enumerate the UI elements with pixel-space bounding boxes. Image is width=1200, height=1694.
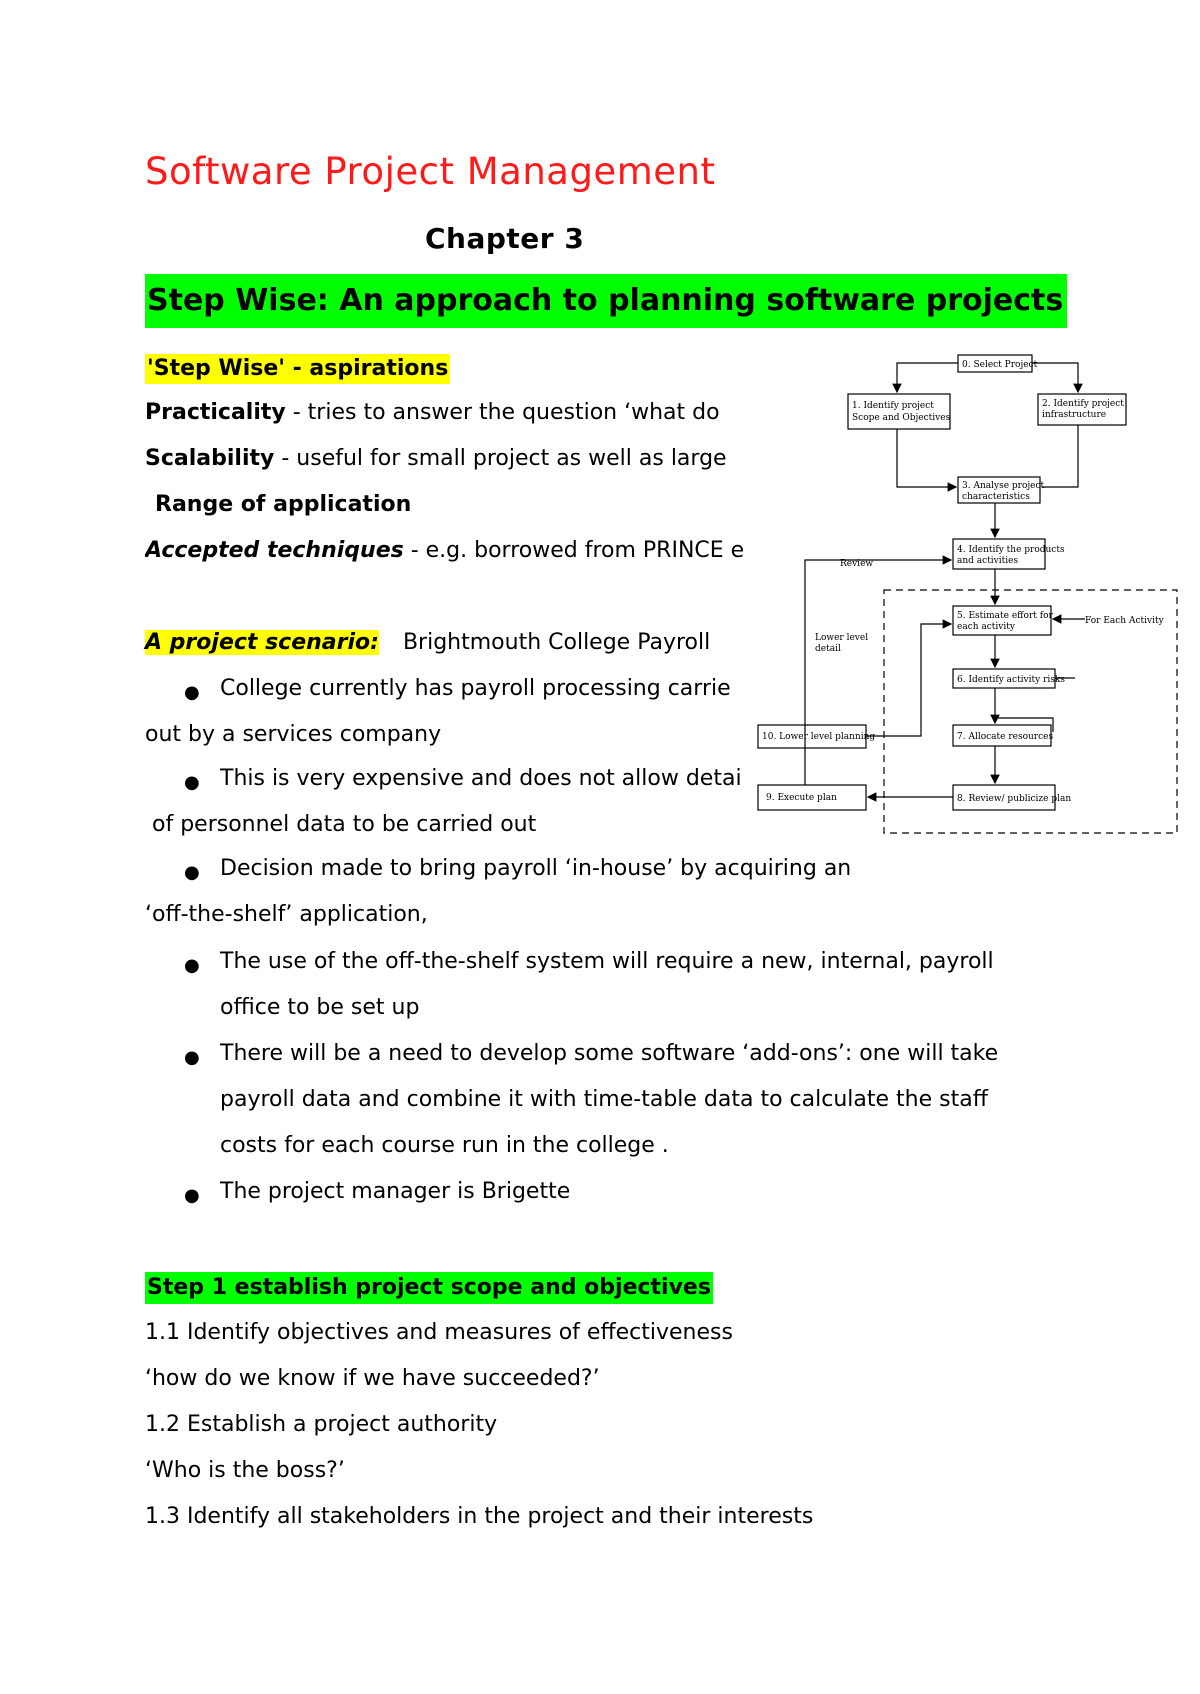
diagram-label: characteristics	[962, 492, 1030, 502]
scenario-bullet-4: The use of the off-the-shelf system will require a new, internal, payroll	[220, 949, 994, 974]
scenario-bullet-3: Decision made to bring payroll ‘in-house’ by acquiring an	[220, 856, 852, 881]
diagram-label: infrastructure	[1042, 410, 1107, 420]
diagram-label: 1. Identify project	[852, 401, 934, 411]
step1-item-2: 1.2 Establish a project authority	[145, 1412, 498, 1437]
diagram-label: 3. Analyse project	[962, 481, 1045, 491]
diagram-label: Review	[840, 559, 874, 569]
scenario-bullet-5: There will be a need to develop some software ‘add-ons’: one will take	[220, 1041, 999, 1066]
scenario-bullet-2-cont: of personnel data to be carried out	[152, 812, 537, 837]
diagram-label: 6. Identify activity risks	[957, 675, 1065, 685]
techniques-text: - e.g. borrowed from PRINCE e	[403, 538, 745, 563]
step1-item-1: 1.1 Identify objectives and measures of effectiveness	[145, 1320, 733, 1345]
scenario-bullet-4-cont: office to be set up	[220, 995, 420, 1020]
techniques-term: Accepted techniques	[145, 538, 404, 563]
bullet-icon: ●	[184, 1185, 200, 1206]
diagram-label: each activity	[957, 622, 1015, 632]
practicality-text: - tries to answer the question ‘what do	[285, 400, 720, 425]
diagram-label: and activities	[957, 556, 1019, 566]
diagram-label: 0. Select Project	[962, 360, 1038, 370]
scenario-bullet-2: This is very expensive and does not allow detai	[220, 766, 742, 791]
diagram-label: detail	[815, 644, 841, 654]
diagram-label: 7. Allocate resources	[957, 732, 1054, 742]
bullet-icon: ●	[184, 772, 200, 793]
scenario-name: Brightmouth College Payroll	[402, 630, 711, 655]
diagram-label: 5. Estimate effort for	[957, 611, 1053, 621]
diagram-label: For Each Activity	[1085, 616, 1164, 626]
scenario-label: A project scenario:	[145, 630, 379, 655]
scenario-bullet-1: College currently has payroll processing carrie	[220, 676, 731, 701]
bullet-icon: ●	[184, 1047, 200, 1068]
scenario-bullet-5-cont2: costs for each course run in the college .	[220, 1133, 669, 1158]
diagram-label: 4. Identify the products	[957, 545, 1065, 555]
scenario-bullet-1-cont: out by a services company	[145, 722, 442, 747]
step1-heading: Step 1 establish project scope and objectives	[145, 1272, 713, 1304]
diagram-label: Lower level	[815, 633, 869, 643]
document-title: Software Project Management	[145, 150, 716, 193]
step1-item-1-note: ‘how do we know if we have succeeded?’	[145, 1366, 600, 1391]
bullet-icon: ●	[184, 955, 200, 976]
step1-item-2-note: ‘Who is the boss?’	[145, 1458, 345, 1483]
chapter-heading: Chapter 3	[425, 222, 585, 255]
step1-item-3: 1.3 Identify all stakeholders in the project and their interests	[145, 1504, 814, 1529]
diagram-label: Scope and Objectives	[852, 413, 951, 423]
diagram-label: 8. Review/ publicize plan	[957, 794, 1072, 804]
scalability-term: Scalability	[145, 446, 275, 471]
diagram-label: 9. Execute plan	[766, 793, 837, 803]
box-identify-scope	[848, 394, 950, 429]
practicality-term: Practicality	[145, 400, 286, 425]
diagram-label: 2. Identify project	[1042, 399, 1124, 409]
aspirations-heading: 'Step Wise' - aspirations	[145, 354, 450, 384]
range-term: Range of application	[155, 492, 412, 517]
bullet-icon: ●	[184, 682, 200, 703]
scenario-bullet-3-cont: ‘off-the-shelf’ application,	[145, 902, 428, 927]
bullet-icon: ●	[184, 862, 200, 883]
scenario-bullet-5-cont1: payroll data and combine it with time-table data to calculate the staff	[220, 1087, 988, 1112]
scalability-text: - useful for small project as well as large	[274, 446, 727, 471]
section-heading: Step Wise: An approach to planning software projects	[145, 274, 1067, 328]
diagram-label: 10. Lower level planning	[762, 732, 876, 742]
scenario-bullet-6: The project manager is Brigette	[220, 1179, 571, 1204]
